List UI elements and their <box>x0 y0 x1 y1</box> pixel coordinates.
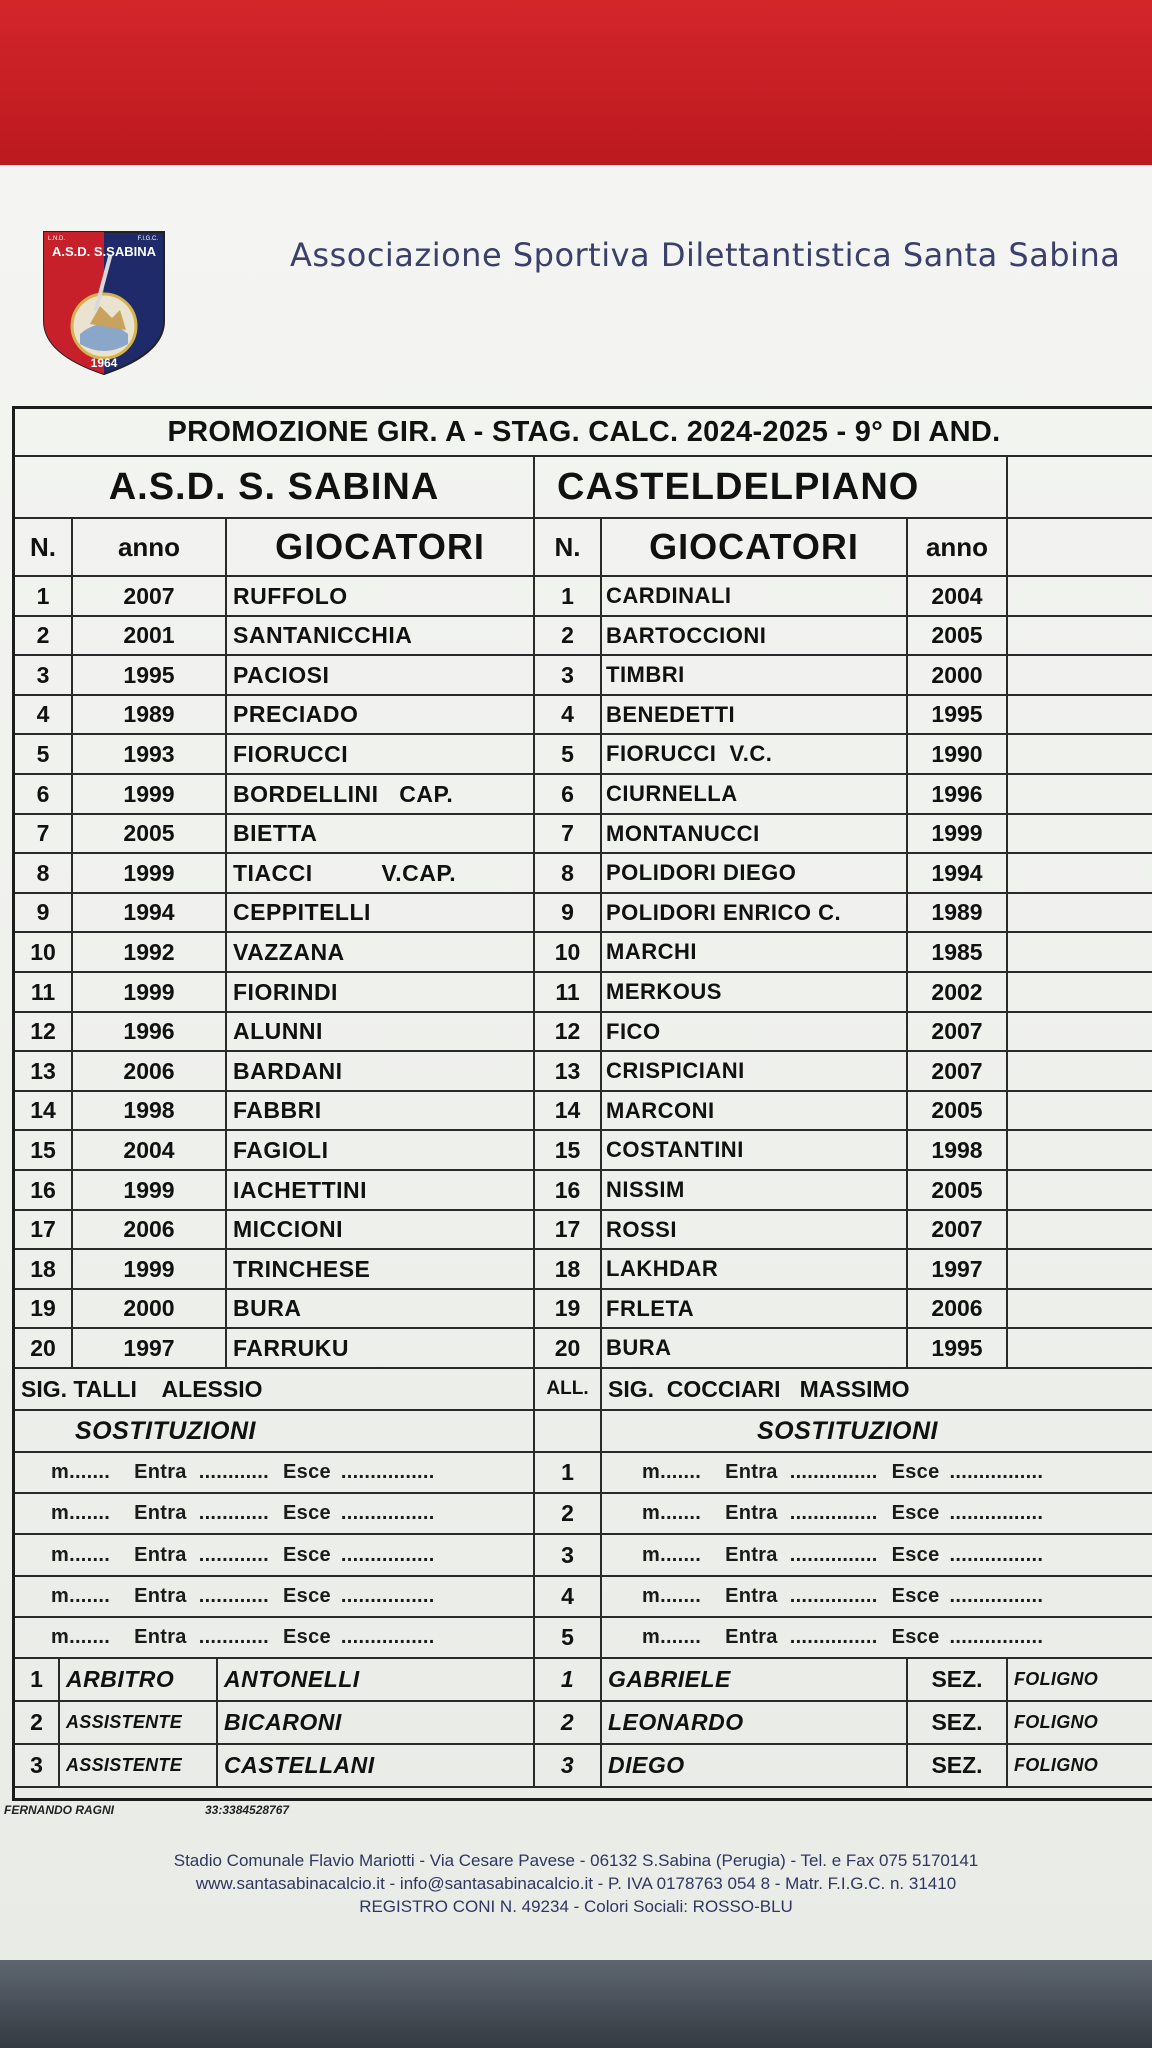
away-player-number: 9 <box>535 894 602 933</box>
away-player-year: 2000 <box>908 656 1008 696</box>
home-player-year: 2005 <box>73 815 227 854</box>
official-number: 2 <box>15 1702 60 1745</box>
home-coach: SIG. TALLI ALESSIO <box>15 1369 535 1411</box>
sub-esce-label: Esce <box>283 1502 331 1524</box>
away-player-extra <box>1008 1290 1152 1329</box>
red-background <box>0 0 1152 175</box>
home-player-year: 2004 <box>73 1131 227 1171</box>
crest-year: 1964 <box>90 356 118 370</box>
away-player-name: MONTANUCCI <box>602 815 908 854</box>
away-player-number: 8 <box>535 854 602 894</box>
sub-entra-label: Entra <box>134 1502 187 1524</box>
home-player-year: 1992 <box>73 933 227 973</box>
away-player-year: 1985 <box>908 933 1008 973</box>
away-player-name: FIORUCCI V.C. <box>602 735 908 775</box>
sub-entra-label: Entra <box>134 1543 187 1566</box>
away-player-number: 1 <box>535 577 602 617</box>
away-player-extra <box>1008 1211 1152 1250</box>
association-title: Associazione Sportiva Dilettantistica Santa Sabina <box>290 236 1121 274</box>
sub-minute: m....... <box>51 1585 111 1607</box>
official-surname: CASTELLANI <box>218 1745 535 1788</box>
crest-lnd-text: L.N.D. <box>48 236 66 242</box>
home-team-name: A.S.D. S. SABINA <box>15 457 535 519</box>
official-number-right: 3 <box>535 1745 602 1788</box>
sub-entra-dots: ............... <box>789 1543 878 1566</box>
home-player-number: 18 <box>15 1250 73 1290</box>
official-section-label: SEZ. <box>908 1745 1008 1788</box>
home-player-year: 2000 <box>73 1290 227 1329</box>
away-player-number: 17 <box>535 1211 602 1250</box>
away-sub-row <box>602 1577 1152 1618</box>
home-player-name: FAGIOLI <box>227 1131 535 1171</box>
sub-entra-label: Entra <box>725 1461 778 1483</box>
home-player-name: BARDANI <box>227 1052 535 1092</box>
sub-entra-dots: ............ <box>198 1585 269 1607</box>
home-player-year: 2006 <box>73 1052 227 1092</box>
home-player-number: 7 <box>15 815 73 854</box>
away-player-name: ROSSI <box>602 1211 908 1250</box>
away-col-n: N. <box>535 519 602 577</box>
away-player-year: 1997 <box>908 1250 1008 1290</box>
away-col-extra <box>1008 519 1152 577</box>
official-section-label: SEZ. <box>908 1659 1008 1702</box>
official-first-name: LEONARDO <box>602 1702 908 1745</box>
official-role: ASSISTENTE <box>60 1745 218 1788</box>
official-number: 1 <box>15 1659 60 1702</box>
sub-entra-dots: ............... <box>789 1626 878 1648</box>
official-surname: BICARONI <box>218 1702 535 1745</box>
home-player-name: TIACCI V.CAP. <box>227 854 535 894</box>
away-player-name: FICO <box>602 1013 908 1052</box>
home-player-year: 1989 <box>73 696 227 735</box>
official-first-name: DIEGO <box>602 1745 908 1788</box>
away-player-extra <box>1008 1013 1152 1052</box>
sub-esce-dots: ................ <box>340 1626 435 1648</box>
away-player-number: 19 <box>535 1290 602 1329</box>
sub-entra-dots: ............ <box>198 1461 269 1483</box>
crest-figc-text: F.I.G.C. <box>137 236 158 242</box>
home-player-number: 19 <box>15 1290 73 1329</box>
away-player-year: 1999 <box>908 815 1008 854</box>
sub-esce-dots: ................ <box>949 1461 1044 1483</box>
official-surname: ANTONELLI <box>218 1659 535 1702</box>
sub-esce-dots: ................ <box>949 1543 1044 1566</box>
home-player-number: 13 <box>15 1052 73 1092</box>
sub-esce-dots: ................ <box>340 1502 435 1524</box>
sub-number: 1 <box>535 1453 602 1494</box>
sub-esce-label: Esce <box>283 1585 331 1607</box>
away-player-number: 5 <box>535 735 602 775</box>
sub-entra-dots: ............... <box>789 1461 878 1483</box>
sub-minute: m....... <box>51 1543 111 1566</box>
away-player-number: 4 <box>535 696 602 735</box>
home-sub-row <box>15 1577 535 1618</box>
home-player-name: IACHETTINI <box>227 1171 535 1211</box>
home-player-year: 2001 <box>73 617 227 656</box>
away-player-extra <box>1008 1171 1152 1211</box>
home-player-name: PRECIADO <box>227 696 535 735</box>
subs-number-header <box>535 1411 602 1453</box>
sub-entra-label: Entra <box>134 1626 187 1648</box>
away-player-number: 3 <box>535 656 602 696</box>
away-player-year: 1994 <box>908 854 1008 894</box>
home-player-year: 1999 <box>73 973 227 1013</box>
sub-entra-label: Entra <box>725 1543 778 1566</box>
home-player-number: 14 <box>15 1092 73 1131</box>
away-sub-row <box>602 1618 1152 1659</box>
team-extra-cell <box>1008 457 1152 519</box>
away-player-number: 12 <box>535 1013 602 1052</box>
footer-registry: REGISTRO CONI N. 49234 - Colori Sociali: ROSSO-BLU <box>359 1897 793 1916</box>
home-player-number: 5 <box>15 735 73 775</box>
official-number-right: 1 <box>535 1659 602 1702</box>
home-player-name: FABBRI <box>227 1092 535 1131</box>
home-player-number: 17 <box>15 1211 73 1250</box>
home-player-name: TRINCHESE <box>227 1250 535 1290</box>
away-player-extra <box>1008 815 1152 854</box>
home-player-name: VAZZANA <box>227 933 535 973</box>
home-player-number: 15 <box>15 1131 73 1171</box>
official-section-city: FOLIGNO <box>1008 1745 1152 1788</box>
official-number-right: 2 <box>535 1702 602 1745</box>
away-player-year: 2005 <box>908 1092 1008 1131</box>
home-player-number: 20 <box>15 1329 73 1369</box>
away-team-name: CASTELDELPIANO <box>535 457 1008 519</box>
home-player-year: 1994 <box>73 894 227 933</box>
official-number: 3 <box>15 1745 60 1788</box>
away-player-extra <box>1008 854 1152 894</box>
away-player-year: 1998 <box>908 1131 1008 1171</box>
home-player-year: 1996 <box>73 1013 227 1052</box>
home-player-year: 1999 <box>73 854 227 894</box>
sub-esce-dots: ................ <box>340 1461 435 1483</box>
footer-address: Stadio Comunale Flavio Mariotti - Via Cesare Pavese - 06132 S.Sabina (Perugia) - Tel. e Fax 075 5170141 <box>173 1851 979 1870</box>
home-player-year: 1999 <box>73 1171 227 1211</box>
home-player-number: 16 <box>15 1171 73 1211</box>
sub-minute: m....... <box>51 1502 111 1524</box>
sub-esce-label: Esce <box>891 1502 940 1524</box>
away-player-year: 2005 <box>908 617 1008 656</box>
home-player-number: 12 <box>15 1013 73 1052</box>
sheet-title: PROMOZIONE GIR. A - STAG. CALC. 2024-2025 - 9° DI AND. <box>15 409 1152 457</box>
away-player-name: CIURNELLA <box>602 775 908 815</box>
home-player-number: 2 <box>15 617 73 656</box>
home-player-number: 4 <box>15 696 73 735</box>
match-sheet-table <box>12 406 1152 1801</box>
sub-minute: m....... <box>51 1626 111 1648</box>
away-player-year: 1989 <box>908 894 1008 933</box>
away-player-extra <box>1008 617 1152 656</box>
home-col-players: GIOCATORI <box>227 519 535 577</box>
away-player-extra <box>1008 933 1152 973</box>
note-name: FERNANDO RAGNI <box>4 1803 114 1817</box>
away-player-year: 2005 <box>908 1171 1008 1211</box>
away-col-anno: anno <box>908 519 1008 577</box>
away-player-number: 18 <box>535 1250 602 1290</box>
away-player-number: 16 <box>535 1171 602 1211</box>
away-player-number: 6 <box>535 775 602 815</box>
away-player-name: NISSIM <box>602 1171 908 1211</box>
sub-minute: m....... <box>642 1502 702 1524</box>
sub-number: 4 <box>535 1577 602 1618</box>
match-sheet-paper <box>0 165 1152 1965</box>
away-player-year: 1990 <box>908 735 1008 775</box>
home-player-year: 2007 <box>73 577 227 617</box>
floor-background <box>0 1960 1152 2048</box>
official-section-city: FOLIGNO <box>1008 1659 1152 1702</box>
away-player-extra <box>1008 577 1152 617</box>
away-sub-row <box>602 1494 1152 1535</box>
sub-entra-dots: ............... <box>789 1502 878 1524</box>
home-player-name: PACIOSI <box>227 656 535 696</box>
home-player-name: MICCIONI <box>227 1211 535 1250</box>
crest-name: A.S.D. S.SABINA <box>51 244 156 259</box>
home-player-name: CEPPITELLI <box>227 894 535 933</box>
sub-esce-label: Esce <box>891 1461 940 1483</box>
sub-esce-dots: ................ <box>949 1626 1044 1648</box>
home-player-number: 3 <box>15 656 73 696</box>
home-player-name: RUFFOLO <box>227 577 535 617</box>
away-player-extra <box>1008 696 1152 735</box>
away-player-name: TIMBRI <box>602 656 908 696</box>
away-player-number: 10 <box>535 933 602 973</box>
home-player-number: 11 <box>15 973 73 1013</box>
sub-minute: m....... <box>642 1626 702 1648</box>
home-sub-row <box>15 1453 535 1494</box>
away-player-name: BENEDETTI <box>602 696 908 735</box>
away-player-year: 2007 <box>908 1052 1008 1092</box>
all-label: ALL. <box>535 1369 602 1411</box>
sub-esce-label: Esce <box>283 1461 331 1483</box>
away-player-extra <box>1008 1052 1152 1092</box>
away-player-name: MARCONI <box>602 1092 908 1131</box>
club-crest <box>40 226 168 376</box>
sub-esce-label: Esce <box>891 1585 940 1607</box>
home-player-year: 1998 <box>73 1092 227 1131</box>
away-sub-row <box>602 1453 1152 1494</box>
home-player-name: BORDELLINI CAP. <box>227 775 535 815</box>
away-player-number: 11 <box>535 973 602 1013</box>
away-player-name: MERKOUS <box>602 973 908 1013</box>
official-first-name: GABRIELE <box>602 1659 908 1702</box>
away-player-year: 2006 <box>908 1290 1008 1329</box>
home-player-name: FARRUKU <box>227 1329 535 1369</box>
away-player-extra <box>1008 656 1152 696</box>
away-player-year: 2007 <box>908 1013 1008 1052</box>
home-player-number: 10 <box>15 933 73 973</box>
home-sub-row <box>15 1494 535 1535</box>
home-player-name: ALUNNI <box>227 1013 535 1052</box>
home-player-name: SANTANICCHIA <box>227 617 535 656</box>
sub-entra-label: Entra <box>725 1502 778 1524</box>
official-section-label: SEZ. <box>908 1702 1008 1745</box>
away-player-name: COSTANTINI <box>602 1131 908 1171</box>
away-player-extra <box>1008 775 1152 815</box>
sub-minute: m....... <box>642 1461 702 1483</box>
away-player-extra <box>1008 1131 1152 1171</box>
away-player-name: CARDINALI <box>602 577 908 617</box>
official-section-city: FOLIGNO <box>1008 1702 1152 1745</box>
home-player-year: 1999 <box>73 775 227 815</box>
sub-entra-label: Entra <box>134 1461 187 1483</box>
sub-esce-label: Esce <box>283 1626 331 1648</box>
home-player-name: FIORUCCI <box>227 735 535 775</box>
official-role: ARBITRO <box>60 1659 218 1702</box>
home-player-number: 8 <box>15 854 73 894</box>
away-player-name: LAKHDAR <box>602 1250 908 1290</box>
away-player-number: 15 <box>535 1131 602 1171</box>
sub-minute: m....... <box>642 1585 702 1607</box>
sub-number: 2 <box>535 1494 602 1535</box>
sub-esce-label: Esce <box>891 1626 940 1648</box>
sub-esce-dots: ................ <box>340 1585 435 1607</box>
home-player-year: 2006 <box>73 1211 227 1250</box>
away-player-name: BURA <box>602 1329 908 1369</box>
sub-minute: m....... <box>51 1461 111 1483</box>
home-player-year: 1999 <box>73 1250 227 1290</box>
away-sub-row <box>602 1535 1152 1577</box>
home-col-n: N. <box>15 519 73 577</box>
sub-esce-label: Esce <box>891 1543 940 1566</box>
home-subs-label: SOSTITUZIONI <box>15 1411 535 1453</box>
away-player-year: 1995 <box>908 1329 1008 1369</box>
sub-number: 5 <box>535 1618 602 1659</box>
home-player-year: 1993 <box>73 735 227 775</box>
sub-entra-dots: ............... <box>789 1585 878 1607</box>
home-player-number: 1 <box>15 577 73 617</box>
away-player-extra <box>1008 1329 1152 1369</box>
away-player-name: MARCHI <box>602 933 908 973</box>
away-col-players: GIOCATORI <box>602 519 908 577</box>
away-player-number: 7 <box>535 815 602 854</box>
away-player-number: 14 <box>535 1092 602 1131</box>
sub-esce-dots: ................ <box>949 1585 1044 1607</box>
away-subs-label: SOSTITUZIONI <box>602 1411 1152 1453</box>
sub-minute: m....... <box>642 1543 702 1566</box>
sub-entra-dots: ............ <box>198 1543 269 1566</box>
home-col-anno: anno <box>73 519 227 577</box>
away-player-name: POLIDORI DIEGO <box>602 854 908 894</box>
away-player-name: POLIDORI ENRICO C. <box>602 894 908 933</box>
home-sub-row <box>15 1535 535 1577</box>
note-phone: 33:3384528767 <box>205 1803 290 1817</box>
home-player-number: 6 <box>15 775 73 815</box>
sub-entra-label: Entra <box>725 1626 778 1648</box>
sub-entra-label: Entra <box>725 1585 778 1607</box>
sub-entra-dots: ............ <box>198 1502 269 1524</box>
home-player-name: BIETTA <box>227 815 535 854</box>
away-player-extra <box>1008 894 1152 933</box>
away-player-extra <box>1008 973 1152 1013</box>
away-player-year: 2002 <box>908 973 1008 1013</box>
home-player-year: 1995 <box>73 656 227 696</box>
sub-entra-label: Entra <box>134 1585 187 1607</box>
away-player-year: 2007 <box>908 1211 1008 1250</box>
away-player-name: CRISPICIANI <box>602 1052 908 1092</box>
sub-number: 3 <box>535 1535 602 1577</box>
home-player-year: 1997 <box>73 1329 227 1369</box>
away-player-name: FRLETA <box>602 1290 908 1329</box>
away-player-extra <box>1008 1092 1152 1131</box>
away-player-number: 20 <box>535 1329 602 1369</box>
sub-esce-dots: ................ <box>340 1543 435 1566</box>
home-player-name: FIORINDI <box>227 973 535 1013</box>
away-player-year: 1996 <box>908 775 1008 815</box>
home-player-name: BURA <box>227 1290 535 1329</box>
away-player-year: 2004 <box>908 577 1008 617</box>
away-player-number: 2 <box>535 617 602 656</box>
home-player-number: 9 <box>15 894 73 933</box>
home-sub-row <box>15 1618 535 1659</box>
sub-esce-dots: ................ <box>949 1502 1044 1524</box>
official-role: ASSISTENTE <box>60 1702 218 1745</box>
away-player-extra <box>1008 1250 1152 1290</box>
away-player-name: BARTOCCIONI <box>602 617 908 656</box>
sub-entra-dots: ............ <box>198 1626 269 1648</box>
away-coach: SIG. COCCIARI MASSIMO <box>602 1369 1152 1411</box>
footer-web: www.santasabinacalcio.it - info@santasabinacalcio.it - P. IVA 0178763 054 8 - Matr. F.I.G.C. n. 31410 <box>195 1874 957 1893</box>
away-player-year: 1995 <box>908 696 1008 735</box>
sub-esce-label: Esce <box>283 1543 331 1566</box>
away-player-number: 13 <box>535 1052 602 1092</box>
away-player-extra <box>1008 735 1152 775</box>
